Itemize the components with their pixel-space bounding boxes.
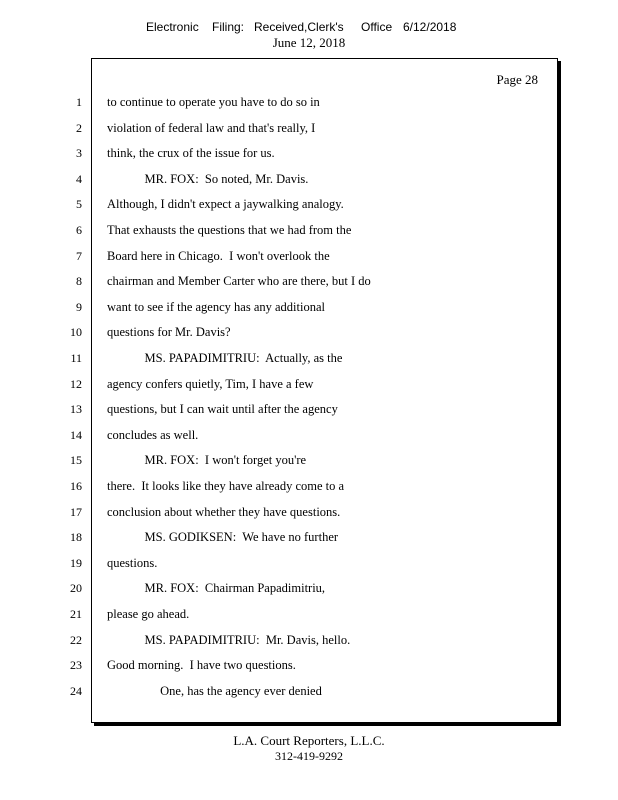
transcript-line-text: Board here in Chicago. I won't overlook the: [107, 249, 330, 263]
transcript-line-text: questions for Mr. Davis?: [107, 325, 231, 339]
line-number: 7: [76, 249, 82, 263]
transcript-line-text: want to see if the agency has any additional: [107, 300, 325, 314]
transcript-line-text: One, has the agency ever denied: [107, 684, 322, 698]
transcript-line-text: MR. FOX: I won't forget you're: [107, 453, 307, 467]
line-number: 9: [76, 300, 82, 314]
line-number: 8: [76, 274, 82, 288]
line-number: 24: [70, 684, 82, 698]
line-number: 6: [76, 223, 82, 237]
filing-date: June 12, 2018: [272, 35, 346, 50]
transcript-line-text: Good morning. I have two questions.: [107, 658, 296, 672]
transcript-line-text: there. It looks like they have already come to a: [107, 479, 345, 493]
line-number: 3: [76, 146, 82, 160]
line-number: 23: [70, 658, 82, 672]
line-number: 11: [70, 351, 82, 365]
transcript-line-text: concludes as well.: [107, 428, 199, 442]
line-number: 16: [70, 479, 82, 493]
transcript-line-text: MR. FOX: Chairman Papadimitriu,: [107, 581, 326, 595]
filing-stamp-word: Received,Clerk's: [254, 20, 344, 34]
transcript-line-text: Although, I didn't expect a jaywalking analogy.: [107, 197, 344, 211]
transcript-line-text: violation of federal law and that's really, I: [107, 121, 316, 135]
line-number: 17: [70, 505, 82, 519]
transcript-line-text: chairman and Member Carter who are there, but I do: [107, 274, 371, 288]
transcript-line-text: MR. FOX: So noted, Mr. Davis.: [107, 172, 309, 186]
filing-stamp-word: 6/12/2018: [403, 20, 457, 34]
line-number: 22: [70, 633, 82, 647]
line-number: 18: [70, 530, 82, 544]
transcript-line-text: MS. PAPADIMITRIU: Actually, as the: [107, 351, 343, 365]
line-number: 14: [70, 428, 82, 442]
transcript-line-text: think, the crux of the issue for us.: [107, 146, 275, 160]
filing-stamp-word: Filing:: [212, 20, 245, 34]
transcript-line-text: conclusion about whether they have questions.: [107, 505, 341, 519]
line-number: 5: [76, 197, 82, 211]
transcript-line-text: That exhausts the questions that we had from the: [107, 223, 352, 237]
transcript-line-text: agency confers quietly, Tim, I have a few: [107, 377, 314, 391]
line-number: 15: [70, 453, 82, 467]
transcript-line-text: questions, but I can wait until after the agency: [107, 402, 338, 416]
line-number: 2: [76, 121, 82, 135]
page-number: Page 28: [496, 72, 538, 87]
line-number: 20: [70, 581, 82, 595]
line-number: 12: [70, 377, 82, 391]
filing-stamp-word: Electronic: [146, 20, 199, 34]
line-number: 10: [70, 325, 82, 339]
transcript-line-text: MS. GODIKSEN: We have no further: [107, 530, 339, 544]
transcript-line-text: please go ahead.: [107, 607, 190, 621]
court-reporter-name: L.A. Court Reporters, L.L.C.: [233, 733, 385, 748]
line-number: 13: [70, 402, 82, 416]
court-reporter-phone: 312-419-9292: [275, 749, 343, 763]
transcript-line-text: MS. PAPADIMITRIU: Mr. Davis, hello.: [107, 633, 351, 647]
line-number: 1: [76, 95, 82, 109]
filing-stamp-word: Office: [361, 20, 393, 34]
transcript-line-text: to continue to operate you have to do so in: [107, 95, 320, 109]
line-number: 4: [76, 172, 82, 186]
line-number: 19: [70, 556, 82, 570]
transcript-line-text: questions.: [107, 556, 158, 570]
line-number: 21: [70, 607, 82, 621]
